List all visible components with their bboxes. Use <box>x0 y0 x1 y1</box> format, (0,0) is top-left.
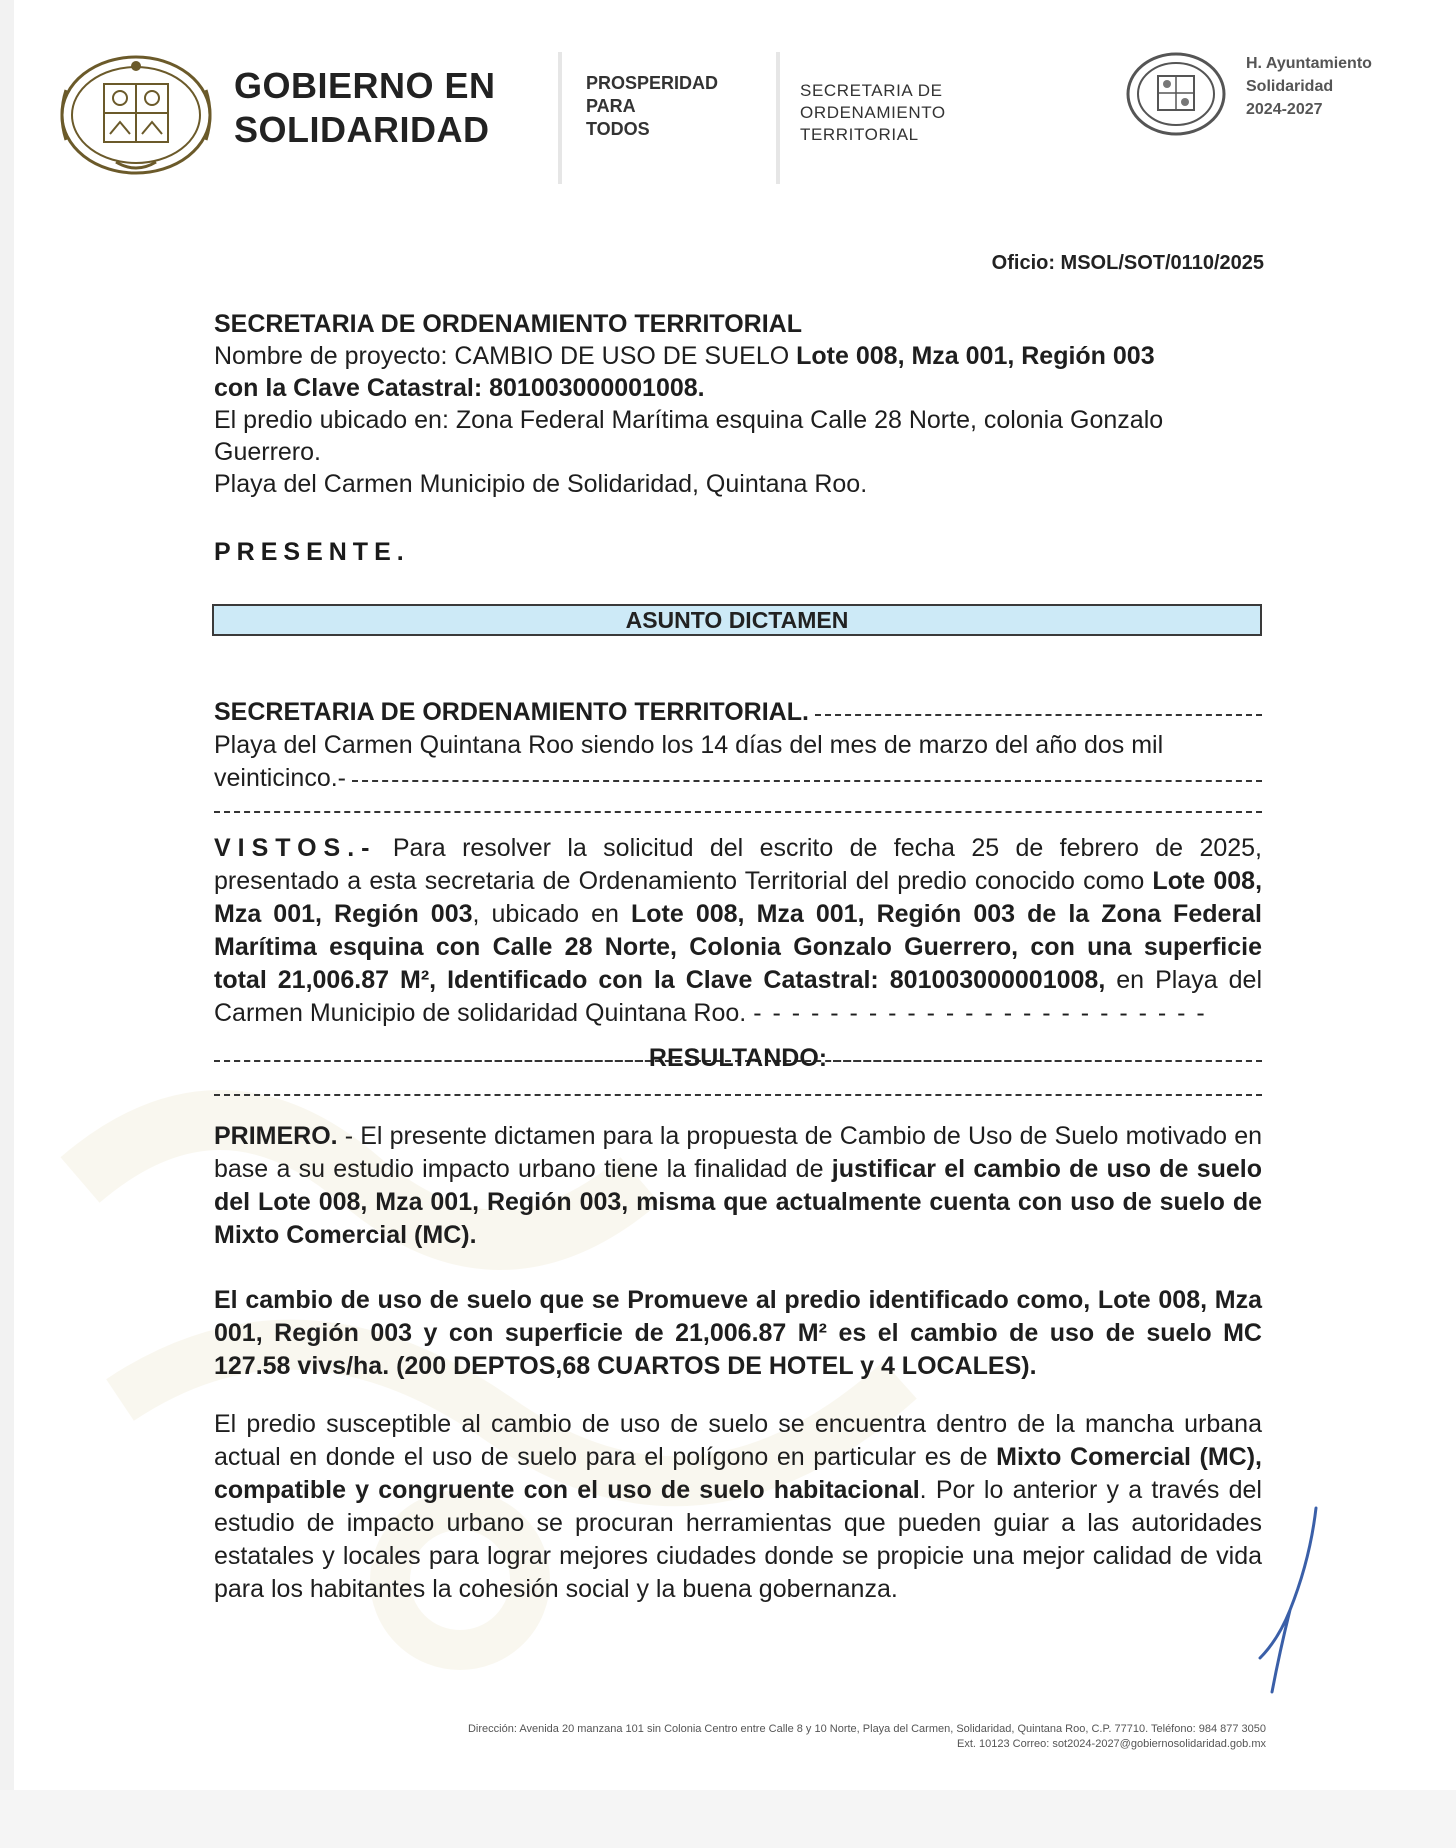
location-line: El predio ubicado en: Zona Federal Marítima esquina Calle 28 Norte, colonia Gonzalo Guerrero. <box>214 406 1164 466</box>
vistos-text-2: , ubicado en <box>472 900 632 928</box>
slogan-line-1: PROSPERIDAD <box>586 73 719 93</box>
primero-text: - El presente dictamen para la propuesta de Cambio de Uso de Suelo motivado en base a su estudio impacto urbano tiene la finalidad de <box>214 1122 1262 1183</box>
scan-edge-left <box>0 0 14 1848</box>
vistos-paragraph <box>214 832 1262 1062</box>
section-title: SECRETARIA DE ORDENAMIENTO TERRITORIAL. <box>214 698 809 726</box>
dash-filler <box>352 766 1262 782</box>
ayto-line-3: 2024-2027 <box>1246 101 1323 118</box>
ayto-line-2: Solidaridad <box>1246 78 1334 95</box>
dash-filler: - - - - - - - - - - - - - - - - - - - - - - - - <box>753 999 1207 1027</box>
header-divider <box>558 52 562 184</box>
signature-mark <box>1220 1500 1340 1700</box>
slogan <box>586 72 718 141</box>
municipal-seal-icon <box>56 50 216 180</box>
primero-bold: justificar el cambio de uso de suelo del Lote 008, Mza 001, Región 003, misma que actualmente cuenta con uso de suelo de Mixto Comercial (MC). <box>214 1155 1263 1249</box>
vistos-bold-1: Lote 008, Mza 001, Región 003 <box>214 867 1263 928</box>
date-line-2: veinticinco.- <box>214 764 346 792</box>
vistos-bold-2: Lote 008, Mza 001, Región 003 de la Zona Federal Marítima esquina con Calle 28 Norte, Colonia Gonzalo Guerrero, con una superficie total 21,006.87 M², Identificado con la Clave Catastral: 801003000001008, <box>214 900 1262 994</box>
government-title <box>234 64 496 152</box>
footer-line-1: Dirección: Avenida 20 manzana 101 sin Colonia Centro entre Calle 8 y 10 Norte, Playa del Carmen, Solidaridad, Quintana Roo, C.P. 77710. Teléfono: 984 877 3050 <box>467 1723 1266 1735</box>
cambio-paragraph: El cambio de uso de suelo que se Promueve al predio identificado como, Lote 008, Mza 001, Región 003 y con superficie de 21,006.87 M² es el cambio de uso de suelo MC 127.58 vivs/ha. (200 DEPTOS,68 CUARTOS DE HOTEL y 4 LOCALES). <box>214 1286 1262 1380</box>
date-line: Playa del Carmen Quintana Roo siendo los 14 días del mes de marzo del año dos mil <box>214 731 1164 759</box>
dash-separator <box>214 781 1262 813</box>
project-name-label: Nombre de proyecto: CAMBIO DE USO DE SUELO <box>214 342 797 370</box>
dash-filler <box>815 700 1262 716</box>
scan-edge-bottom <box>0 1790 1456 1848</box>
project-name-line <box>214 340 1262 372</box>
project-lot: Lote 008, Mza 001, Región 003 <box>796 342 1155 370</box>
dept-line-3: TERRITORIAL <box>800 125 919 144</box>
vistos-label: VISTOS.- <box>214 834 377 862</box>
recipient-title: SECRETARIA DE ORDENAMIENTO TERRITORIAL <box>214 310 802 338</box>
date-section <box>214 696 1262 827</box>
title-line-2: SOLIDARIDAD <box>234 109 490 150</box>
city-line: Playa del Carmen Municipio de Solidaridad, Quintana Roo. <box>214 470 868 498</box>
dept-line-2: ORDENAMIENTO <box>800 103 946 122</box>
ayuntamiento-label <box>1246 52 1372 121</box>
resultando-heading: RESULTANDO: <box>648 1044 828 1072</box>
footer-address <box>210 1722 1266 1752</box>
asunto-banner: ASUNTO DICTAMEN <box>212 604 1262 636</box>
vistos-text-1: Para resolver la solicitud del escrito de fecha 25 de febrero de 2025, presentado a esta secretaria de Ordenamiento Territorial del predio conocido como <box>214 834 1262 895</box>
presente-heading: PRESENTE. <box>214 538 410 566</box>
dash-filler <box>214 1046 643 1062</box>
primero-label: PRIMERO. <box>214 1122 338 1150</box>
predio-bold: Mixto Comercial (MC), compatible y congruente con el uso de suelo habitacional <box>214 1443 1263 1504</box>
header-divider <box>776 52 780 184</box>
clave-catastral-line: con la Clave Catastral: 801003000001008. <box>214 374 705 402</box>
section-title-row <box>214 696 1262 729</box>
predio-text-1: El predio susceptible al cambio de uso de suelo se encuentra dentro de la mancha urbana actual en donde el uso de suelo para el polígono en particular es de <box>214 1410 1262 1471</box>
resultando-block <box>214 1042 1262 1106</box>
dash-separator <box>214 1064 1262 1096</box>
vistos-text-3: en Playa del Carmen Municipio de solidaridad Quintana Roo. <box>214 966 1262 1027</box>
slogan-line-3: TODOS <box>586 119 650 139</box>
footer-line-2: Ext. 10123 Correo: sot2024-2027@gobiernosolidaridad.gob.mx <box>957 1738 1266 1750</box>
department-name <box>800 80 946 146</box>
dept-line-1: SECRETARIA DE <box>800 81 943 100</box>
ayto-line-1: H. Ayuntamiento <box>1246 55 1372 72</box>
oficio-number: Oficio: MSOL/SOT/0110/2025 <box>991 252 1264 274</box>
ayuntamiento-seal-icon <box>1124 50 1228 138</box>
predio-text-2: . Por lo anterior y a través del estudio de impacto urbano se procuran herramientas que pueden guiar a las autoridades estatales y locales para lograr mejores ciudades donde se propicie una mejor calidad de vida para los habitantes la cohesión social y la buena gobernanza. <box>214 1476 1262 1603</box>
slogan-line-2: PARA <box>586 96 636 116</box>
predio-paragraph <box>214 1408 1262 1606</box>
title-line-1: GOBIERNO EN <box>234 65 496 106</box>
dash-filler <box>833 1046 1262 1062</box>
recipient-block <box>214 308 1262 500</box>
primero-paragraph <box>214 1120 1262 1252</box>
